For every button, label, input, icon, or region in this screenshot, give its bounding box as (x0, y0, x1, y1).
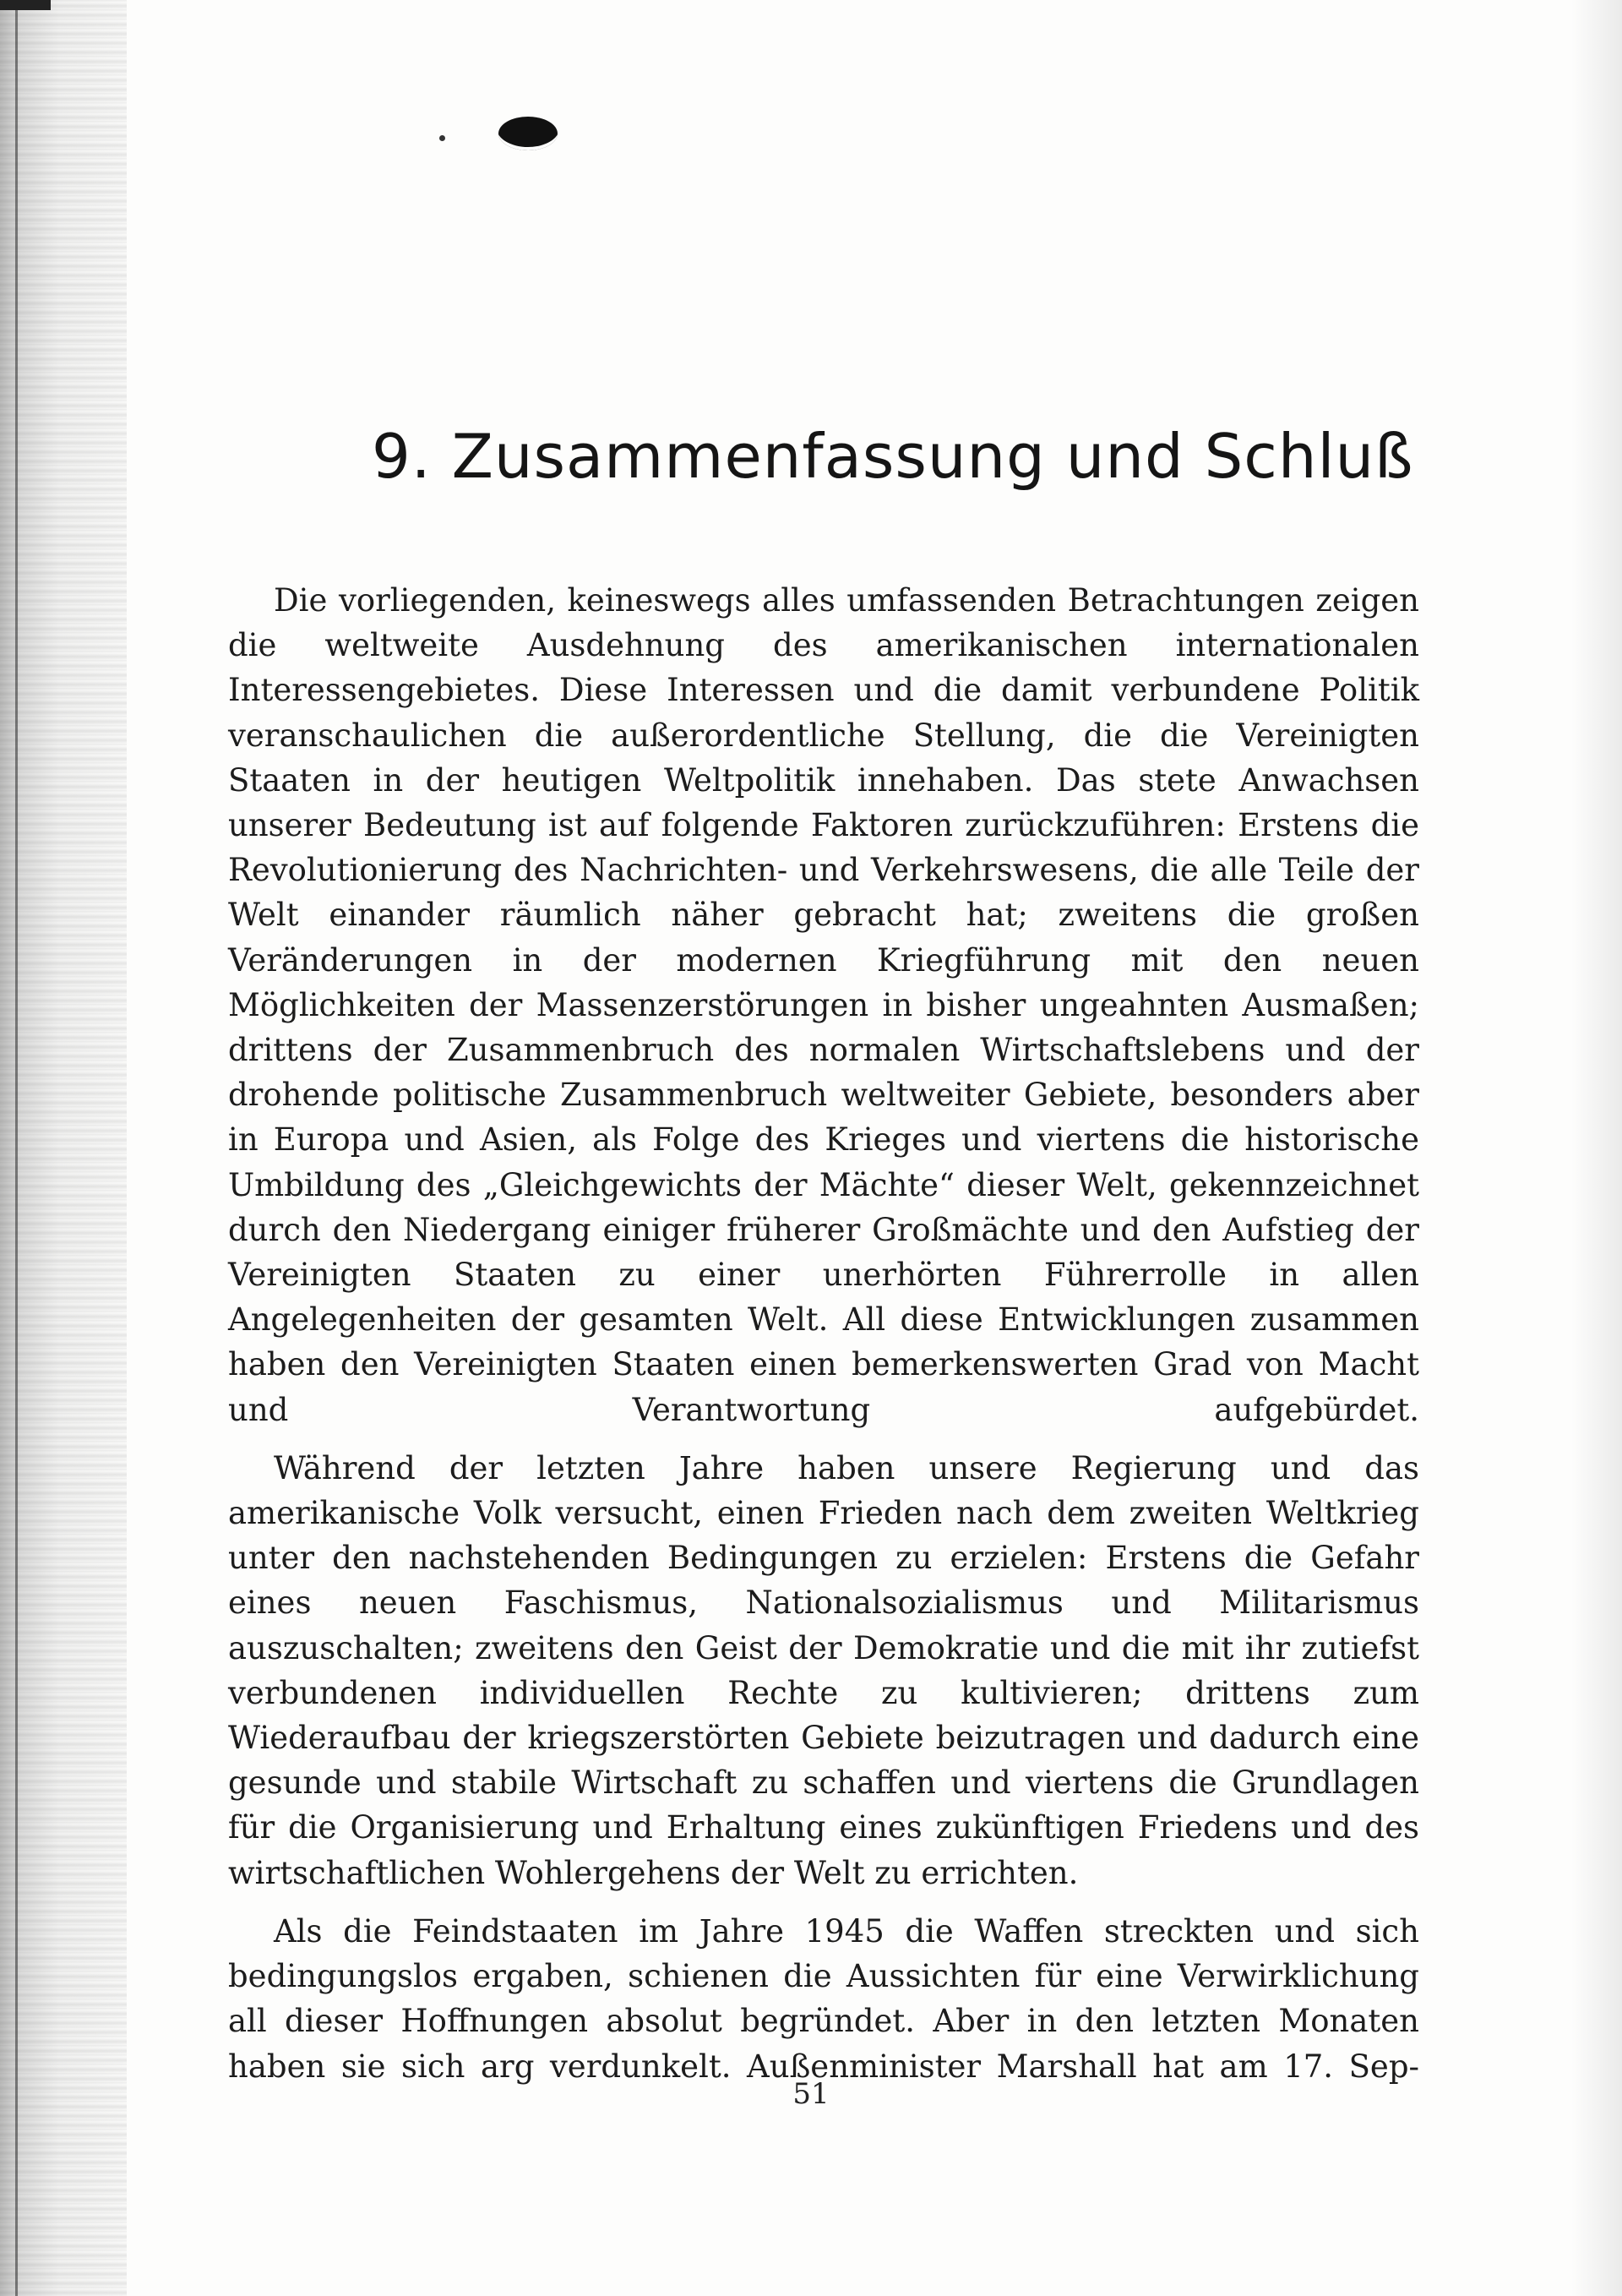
chapter-title: 9. Zusammenfassung und Schluß (372, 421, 1414, 492)
binding-line (15, 0, 18, 2296)
corner-mark (0, 0, 51, 10)
paragraph-3: Als die Feindstaaten im Jahre 1945 die Waffen streckten und sich bedingungslos ergaben, schienen die Aussichten für eine Verwirklichung all dieser Hoffnungen absolut begründet. Aber in den letzten Monaten haben sie sich arg verdunkelt. Außenminister Marshall hat am 17. Sep- (228, 1912, 1419, 2085)
paragraph-1: Die vorliegenden, keineswegs alles umfassenden Betrachtungen zeigen die weltweite Ausdehnung des amerikanischen internationalen Interessengebietes. Diese Interessen und die damit verbundene Politik veranschaulichen die außerordentliche Stellung, die die Vereinigten Staaten in der heutigen Weltpolitik innehaben. Das stete Anwachsen unserer Bedeutung ist auf folgende Faktoren zurückzuführen: Erstens die Revolutionierung des Nachrichten- und Verkehrswesens, die alle Teile der Welt einander räumlich näher gebracht hat; zweitens die großen Veränderungen in der modernen Kriegführung mit den neuen Möglichkeiten der Massenzerstörungen in bisher ungeahnten Ausmaßen; drittens der Zusammenbruch des normalen Wirtschaftslebens und der drohende politische Zusammenbruch weltweiter Gebiete, besonders aber in Europa und Asien, als Folge des Krieges und viertens die historische Umbildung des „Gleichgewichts der Mächte“ dieser Welt, gekennzeichnet durch den Niedergang einiger früherer Großmächte und den Aufstieg der Vereinigten Staaten zu einer unerhörten Führerrolle in allen Angelegenheiten der gesamten Welt. All diese Entwicklungen zusammen haben den Vereinigten Staaten einen bemerkenswerten Grad von Macht und Verantwortung aufgebürdet. (228, 582, 1419, 1428)
punch-hole (498, 117, 558, 150)
page-number: 51 (792, 2077, 830, 2111)
right-page-edge (1571, 0, 1622, 2296)
body-text (228, 578, 1419, 2089)
binding-edge (0, 0, 127, 2296)
scan-speck (439, 135, 445, 141)
paragraph-2: Während der letzten Jahre haben unsere Regierung und das amerikanische Volk versucht, einen Frieden nach dem zweiten Weltkrieg unter den nachstehenden Bedingungen zu erzielen: Erstens die Gefahr eines neuen Faschismus, Nationalsozialismus und Militarismus auszuschalten; zweitens den Geist der Demokratie und die mit ihr zutiefst verbundenen individuellen Rechte zu kultivieren; drittens zum Wiederaufbau der kriegszerstörten Gebiete beizutragen und dadurch eine gesunde und stabile Wirtschaft zu schaffen und viertens die Grundlagen für die Organisierung und Erhaltung eines zukünftigen Friedens und des wirtschaftlichen Wohlergehens der Welt zu errichten. (228, 1449, 1419, 1891)
